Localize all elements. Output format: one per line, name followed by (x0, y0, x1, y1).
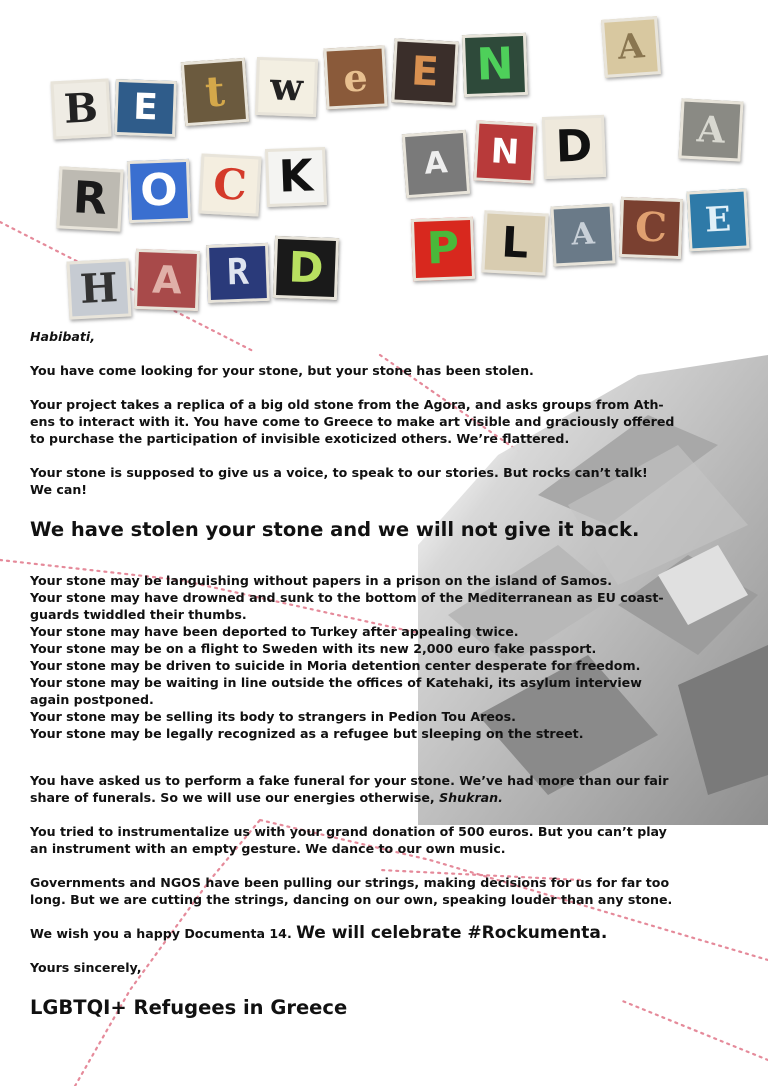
closing: Yours sincerely, (30, 960, 142, 975)
stone-list-item: Your stone may be waiting in line outside the offices of Katehaki, its asylum interview (30, 675, 642, 690)
paragraph-3-line-1: Your stone is supposed to give us a voice, to speak to our stories. But rocks can’t talk! (30, 465, 648, 480)
stone-list-item: Your stone may be driven to suicide in Moria detention center desperate for freedom. (30, 658, 641, 673)
letter-body (30, 328, 730, 1020)
paragraph-5-line-2: share of funerals. So we will use our energies otherwise, Shukran. (30, 790, 503, 805)
rockumenta-callout: We will celebrate #Rockumenta. (296, 923, 608, 943)
tile-letter-a-red: A (134, 249, 200, 311)
tile-letter-e3: E (391, 38, 458, 105)
tile-letter-n: N (462, 33, 528, 97)
paragraph-3-line-2: We can! (30, 482, 88, 497)
tile-letter-a-top: A (601, 16, 661, 78)
stone-list-item: guards twiddled their thumbs. (30, 607, 247, 622)
stone-list-item: Your stone may be selling its body to strangers in Pedion Tou Areos. (30, 709, 516, 724)
paragraph-5-line-1: You have asked us to perform a fake funeral for your stone. We’ve had more than our fair (30, 773, 669, 788)
signature: LGBTQI+ Refugees in Greece (30, 996, 348, 1019)
tile-letter-l: L (481, 210, 548, 275)
tile-letter-w: w (255, 57, 318, 117)
tile-letter-h: H (67, 258, 132, 319)
headline: We have stolen your stone and we will not give it back. (30, 518, 640, 541)
tile-letter-c-place: C (619, 197, 683, 259)
paragraph-7-line-1: Governments and NGOS have been pulling our strings, making decisions for us for far too (30, 875, 670, 890)
tile-letter-d-and: D (542, 115, 606, 179)
paragraph-8: We wish you a happy Documenta 14. We will celebrate #Rockumenta. (30, 923, 608, 943)
tile-letter-t: t (181, 58, 249, 126)
paragraph-6-line-1: You tried to instrumentalize us with your grand donation of 500 euros. But you can’t play (30, 824, 667, 839)
stone-list-item: Your stone may be languishing without papers in a prison on the island of Samos. (30, 573, 612, 588)
tile-letter-r: R (56, 166, 123, 231)
tile-letter-b: B (51, 79, 112, 140)
stone-list-item: Your stone may be on a flight to Sweden with its new 2,000 euro fake passport. (30, 641, 597, 656)
paragraph-1: You have come looking for your stone, but your stone has been stolen. (30, 363, 534, 378)
tile-letter-r2: R (206, 243, 270, 303)
tile-letter-k: K (265, 147, 327, 207)
tile-letter-o: O (127, 159, 191, 223)
stone-list-item: Your stone may have drowned and sunk to the bottom of the Mediterranean as EU coast- (30, 590, 664, 605)
tile-letter-e2: e (323, 45, 387, 109)
paragraph-6-line-2: an instrument with an empty gesture. We dance to our own music. (30, 841, 506, 856)
tile-letter-d: D (273, 236, 339, 300)
tile-letter-a-place: A (550, 203, 615, 266)
tile-letter-e-place: E (686, 188, 749, 251)
paragraph-2-line-2: ens to interact with it. You have come to Greece to make art visible and graciously offered (30, 414, 675, 429)
tile-letter-a-and: A (402, 130, 470, 198)
tile-letter-c: C (198, 153, 261, 216)
paragraph-2-line-3: to purchase the participation of invisible exoticized others. We’re flattered. (30, 431, 570, 446)
tile-letter-e: E (114, 79, 177, 137)
stone-list-item: Your stone may have been deported to Turkey after appealing twice. (30, 624, 519, 639)
greeting: Habibati, (30, 329, 96, 344)
tile-letter-p: P (411, 217, 475, 281)
tile-letter-n-and: N (473, 120, 536, 183)
stone-list-item: Your stone may be legally recognized as a refugee but sleeping on the street. (30, 726, 584, 741)
paragraph-2-line-1: Your project takes a replica of a big old stone from the Agora, and asks groups from Ath- (30, 397, 664, 412)
paragraph-7-line-2: long. But we are cutting the strings, dancing on our own, speaking louder than any stone. (30, 892, 673, 907)
stone-list-item: again postponed. (30, 692, 154, 707)
shukran: Shukran. (439, 790, 503, 805)
tile-letter-a-gray: A (678, 98, 743, 161)
